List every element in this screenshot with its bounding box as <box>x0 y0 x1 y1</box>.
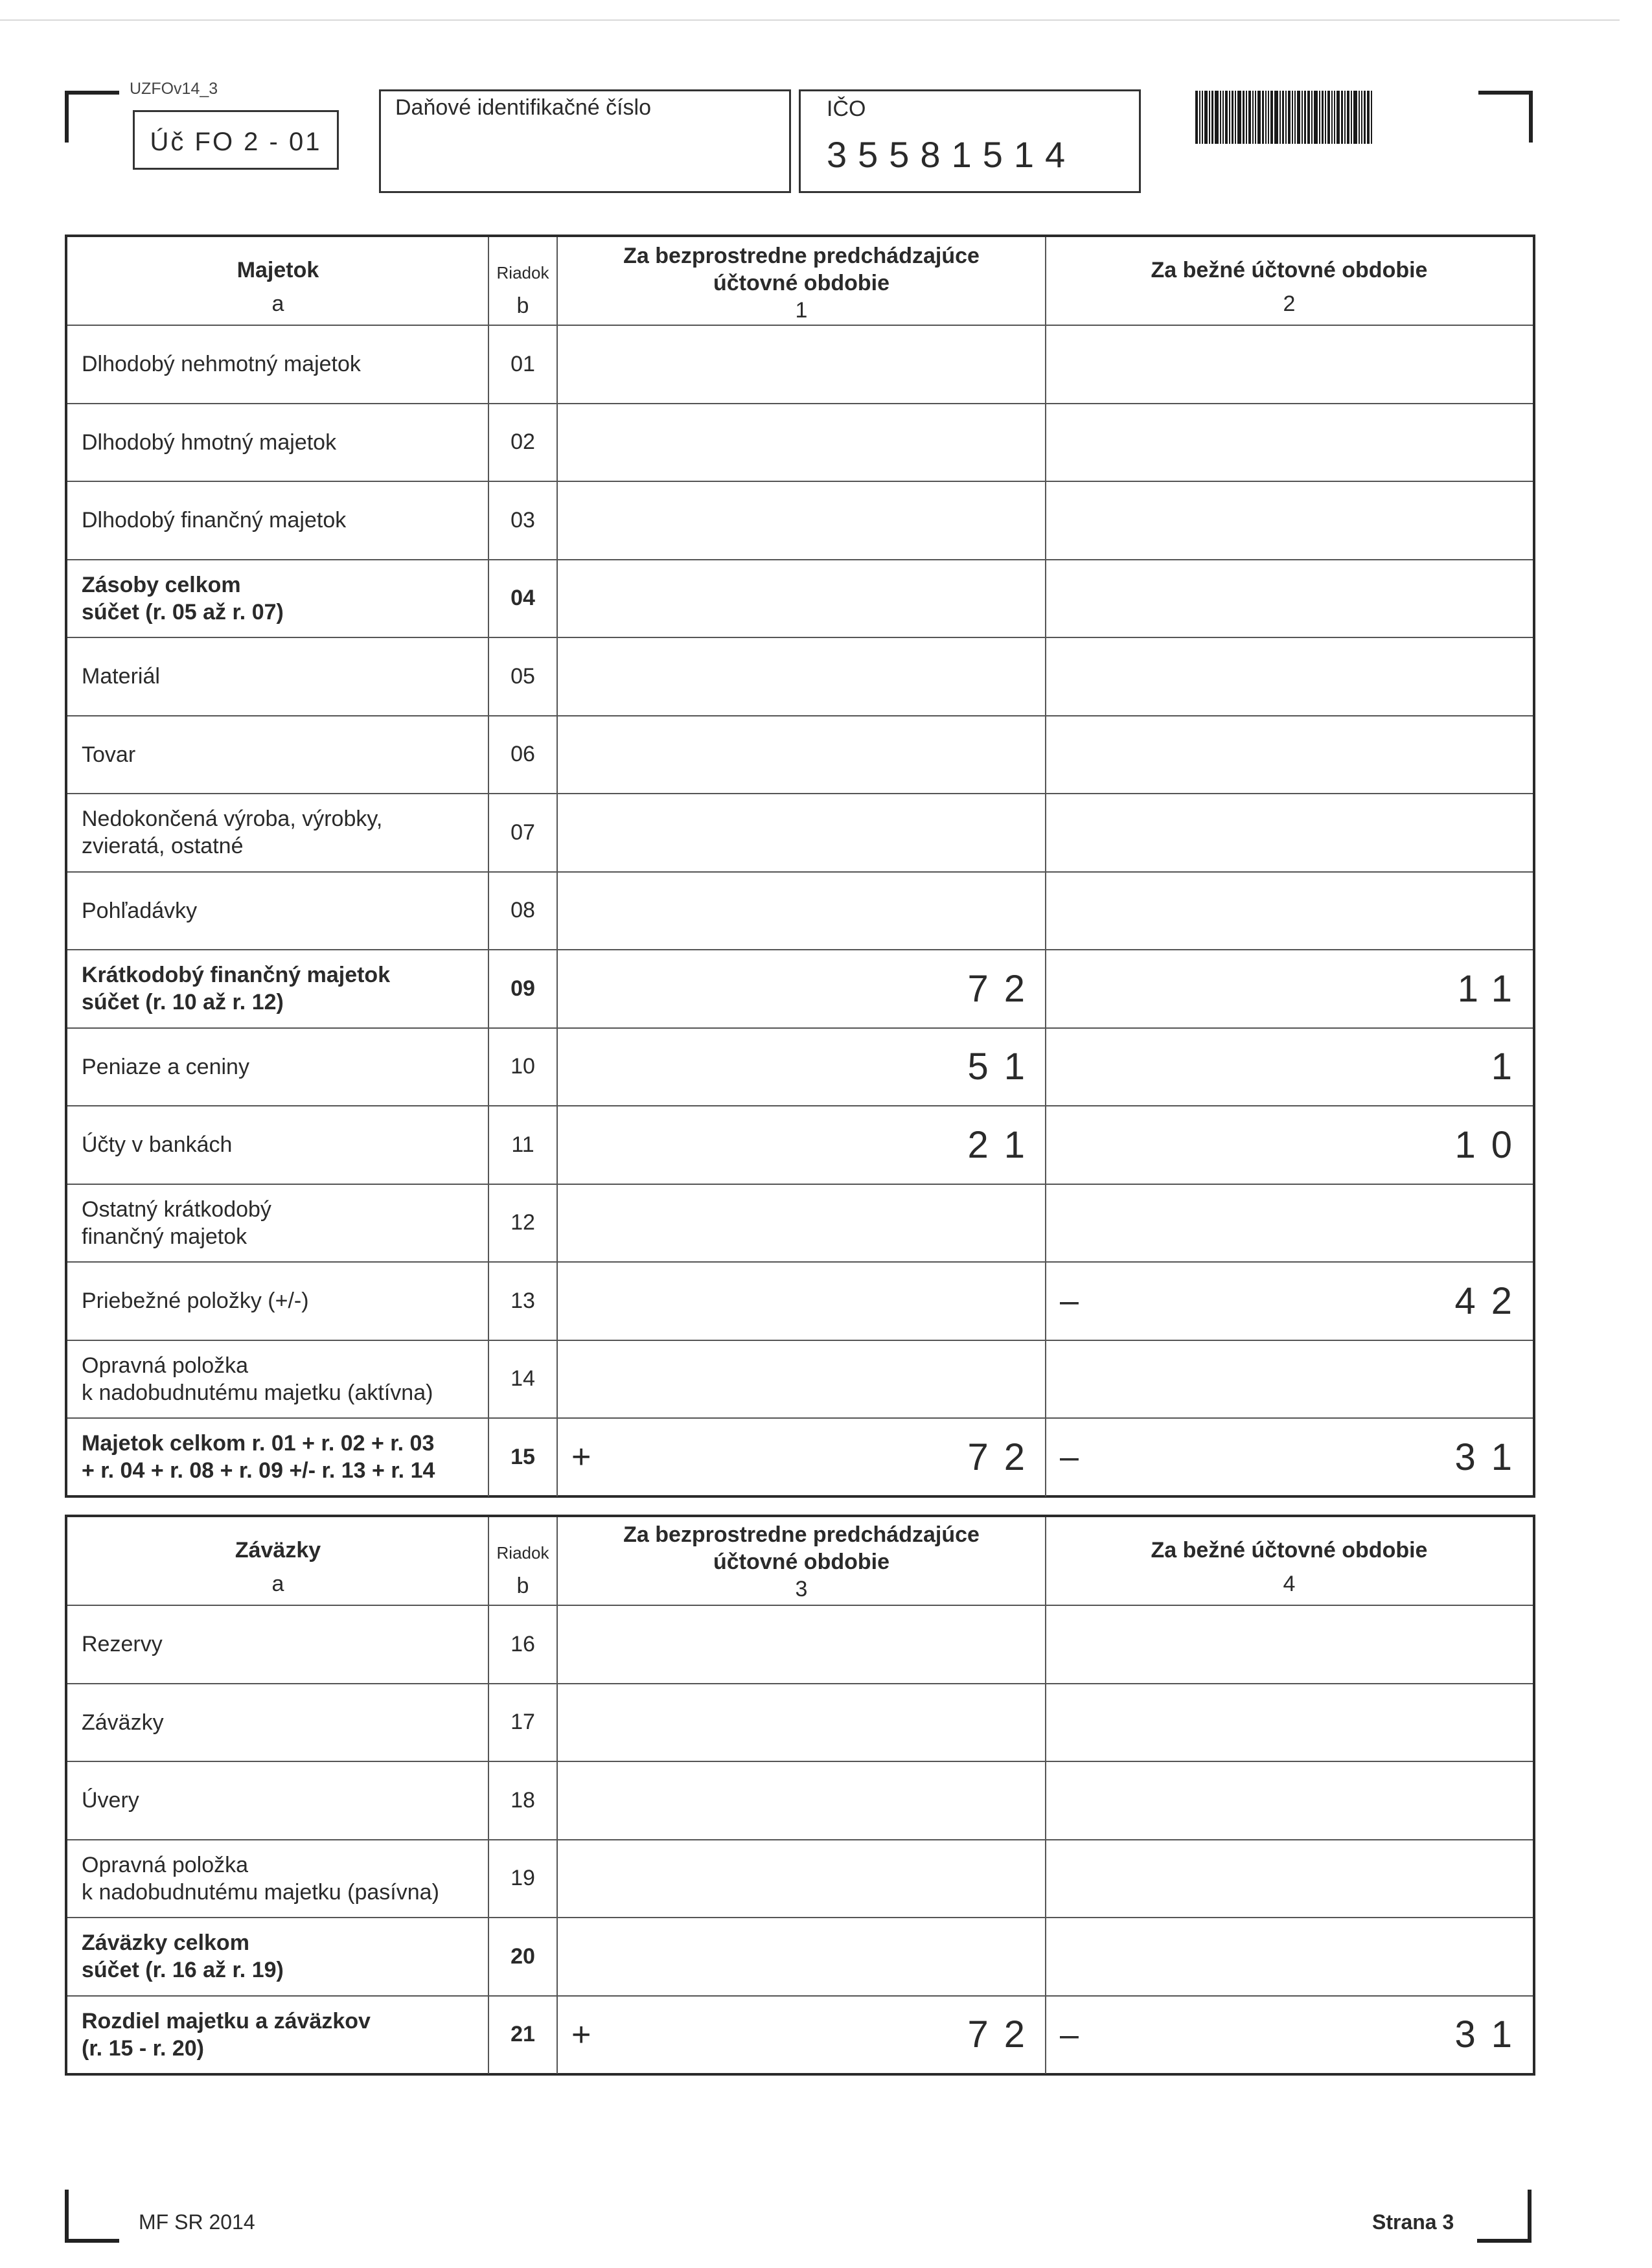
assets-col-curr-num: 2 <box>1283 292 1296 316</box>
value-field-curr[interactable] <box>1046 794 1530 872</box>
assets-col-prev-header: Za bezprostredne predchádzajúce účtovné obdobie <box>623 244 980 295</box>
liabilities-table <box>65 1515 1535 2076</box>
row-label: Krátkodobý finančný majetok súčet (r. 10 až r. 12) <box>82 963 391 1015</box>
row-label: Zásoby celkom súčet (r. 05 až r. 07) <box>82 572 284 624</box>
dic-label: Daňové identifikačné číslo <box>395 95 652 120</box>
liab-col-row-header: Riadok <box>496 1543 549 1563</box>
row-number: 01 <box>511 351 535 376</box>
value-field-curr[interactable] <box>1046 1761 1530 1840</box>
row-number: 03 <box>511 507 535 533</box>
corner-mark-bottom-left <box>65 2239 119 2243</box>
row-label: Rezervy <box>82 1632 163 1657</box>
assets-col-row-header: Riadok <box>496 263 549 282</box>
value-field-curr[interactable] <box>1046 404 1530 482</box>
value-field-curr[interactable] <box>1046 325 1530 404</box>
row-number: 16 <box>511 1631 535 1656</box>
value-field-curr[interactable] <box>1046 560 1530 638</box>
row-label: Opravná položka k nadobudnutému majetku (aktívna) <box>82 1353 433 1405</box>
value-field-curr[interactable] <box>1046 872 1530 950</box>
value-field-curr[interactable] <box>1046 1184 1530 1263</box>
liab-col-prev-header: Za bezprostredne predchádzajúce účtovné obdobie <box>623 1522 980 1574</box>
row-number: 21 <box>511 2022 535 2047</box>
row-label: Rozdiel majetku a záväzkov (r. 15 - r. 20) <box>82 2008 371 2061</box>
row-label: Dlhodobý hmotný majetok <box>82 430 337 455</box>
value-field-prev[interactable] <box>557 794 1043 872</box>
row-label: Účty v bankách <box>82 1132 233 1158</box>
corner-mark-bottom-right <box>1528 2190 1532 2243</box>
value-field-prev[interactable] <box>557 404 1043 482</box>
footer-page-number: Strana 3 <box>1372 2210 1454 2234</box>
ico-field[interactable] <box>799 89 1141 193</box>
row-number: 04 <box>511 586 535 611</box>
row-number: 05 <box>511 663 535 689</box>
value-field-prev[interactable] <box>557 1340 1043 1419</box>
value-field-prev[interactable] <box>557 325 1043 404</box>
row-number: 11 <box>511 1132 534 1157</box>
value-field-prev[interactable]: 72 <box>967 967 1040 1010</box>
value-field-curr[interactable] <box>1046 637 1530 716</box>
row-number: 06 <box>511 742 535 767</box>
row-label: Dlhodobý nehmotný majetok <box>82 352 361 377</box>
row-label: Úvery <box>82 1788 139 1813</box>
value-field-prev[interactable] <box>557 481 1043 560</box>
footer-publisher: MF SR 2014 <box>139 2210 255 2234</box>
top-rule <box>0 19 1620 21</box>
value-field-curr[interactable] <box>1046 1605 1530 1684</box>
row-number: 12 <box>511 1210 535 1235</box>
form-code: UZFOv14_3 <box>130 80 218 98</box>
row-number: 09 <box>511 976 535 1001</box>
row-label: Materiál <box>82 664 160 689</box>
value-field-curr[interactable]: 42 <box>1454 1279 1528 1322</box>
value-field-prev[interactable]: 72 <box>967 1436 1040 1478</box>
row-label: Ostatný krátkodobý finančný majetok <box>82 1197 271 1249</box>
value-field-prev[interactable] <box>557 637 1043 716</box>
value-field-curr[interactable] <box>1046 1340 1530 1419</box>
row-label: Majetok celkom r. 01 + r. 02 + r. 03 + r. 04 + r. 08 + r. 09 +/- r. 13 + r. 14 <box>82 1431 435 1483</box>
value-field-prev[interactable]: 72 <box>967 2013 1040 2056</box>
row-label: Záväzky <box>82 1710 164 1735</box>
assets-col-prev-num: 1 <box>795 298 808 323</box>
value-field-curr[interactable] <box>1046 1840 1530 1918</box>
row-number: 02 <box>511 430 535 455</box>
corner-mark-top-right <box>1529 91 1533 143</box>
row-number: 10 <box>511 1054 535 1079</box>
value-field-curr[interactable] <box>1046 481 1530 560</box>
value-field-curr[interactable]: 31 <box>1454 2013 1528 2056</box>
value-field-curr[interactable] <box>1046 1918 1530 1996</box>
value-field-curr[interactable] <box>1046 1684 1530 1762</box>
assets-col-row-letter: b <box>516 293 529 318</box>
assets-table <box>65 235 1535 1498</box>
assets-col-label-header: Majetok <box>236 258 319 282</box>
dic-field[interactable] <box>379 89 791 193</box>
corner-mark-top-right <box>1478 91 1533 95</box>
row-number: 13 <box>511 1288 535 1313</box>
value-field-prev[interactable] <box>557 1262 1043 1340</box>
value-field-prev[interactable] <box>557 1918 1043 1996</box>
liab-col-row-letter: b <box>516 1574 529 1598</box>
value-field-prev[interactable]: 21 <box>967 1123 1040 1166</box>
value-field-curr[interactable]: 10 <box>1454 1123 1528 1166</box>
row-label: Nedokončená výroba, výrobky, zvieratá, ostatné <box>82 807 383 859</box>
value-field-curr[interactable] <box>1046 716 1530 794</box>
row-number: 18 <box>511 1787 535 1813</box>
value-field-prev[interactable] <box>557 1761 1043 1840</box>
corner-mark-top-left <box>65 91 119 95</box>
row-label: Tovar <box>82 742 136 767</box>
row-label: Dlhodobý finančný majetok <box>82 508 347 533</box>
corner-mark-top-left <box>65 91 69 143</box>
liab-col-curr-num: 4 <box>1283 1572 1296 1596</box>
row-label: Pohľadávky <box>82 898 198 923</box>
row-number: 07 <box>511 819 535 845</box>
liab-col-label-letter: a <box>271 1572 284 1596</box>
value-field-curr[interactable]: 1 <box>1491 1046 1528 1088</box>
value-sign-prev: + <box>571 2015 591 2054</box>
ico-value: 35581514 <box>827 134 1077 175</box>
form-id: Úč FO 2 - 01 <box>133 110 339 170</box>
row-label: Opravná položka k nadobudnutému majetku (pasívna) <box>82 1852 439 1905</box>
row-label: Peniaze a ceniny <box>82 1054 249 1079</box>
corner-mark-bottom-right <box>1477 2239 1532 2243</box>
value-field-prev[interactable] <box>557 1184 1043 1263</box>
row-number: 14 <box>511 1366 535 1392</box>
value-sign-curr: – <box>1060 1438 1079 1476</box>
liab-col-prev-num: 3 <box>795 1577 808 1601</box>
value-field-prev[interactable] <box>557 560 1043 638</box>
row-label: Záväzky celkom súčet (r. 16 až r. 19) <box>82 1930 284 1983</box>
value-field-curr[interactable]: 31 <box>1454 1436 1528 1478</box>
row-label: Priebežné položky (+/-) <box>82 1289 309 1314</box>
liab-col-label-header: Záväzky <box>235 1538 321 1563</box>
value-field-prev[interactable] <box>557 1684 1043 1762</box>
barcode <box>1195 91 1439 144</box>
value-field-prev[interactable] <box>557 716 1043 794</box>
value-sign-curr: – <box>1060 1282 1079 1320</box>
corner-mark-bottom-left <box>65 2190 69 2243</box>
value-field-prev[interactable] <box>557 1840 1043 1918</box>
value-sign-curr: – <box>1060 2015 1079 2054</box>
row-number: 19 <box>511 1866 535 1891</box>
row-number: 15 <box>511 1444 535 1469</box>
assets-col-curr-header: Za bežné účtovné obdobie <box>1151 258 1428 282</box>
value-field-prev[interactable]: 51 <box>967 1046 1040 1088</box>
ico-label: IČO <box>827 97 866 121</box>
row-number: 20 <box>511 1943 535 1969</box>
value-sign-prev: + <box>571 1438 591 1476</box>
assets-col-label-letter: a <box>271 292 284 316</box>
value-field-curr[interactable]: 11 <box>1457 967 1528 1010</box>
row-number: 17 <box>511 1710 535 1735</box>
liab-col-curr-header: Za bežné účtovné obdobie <box>1151 1538 1428 1563</box>
value-field-prev[interactable] <box>557 1605 1043 1684</box>
value-field-prev[interactable] <box>557 872 1043 950</box>
row-number: 08 <box>511 898 535 923</box>
